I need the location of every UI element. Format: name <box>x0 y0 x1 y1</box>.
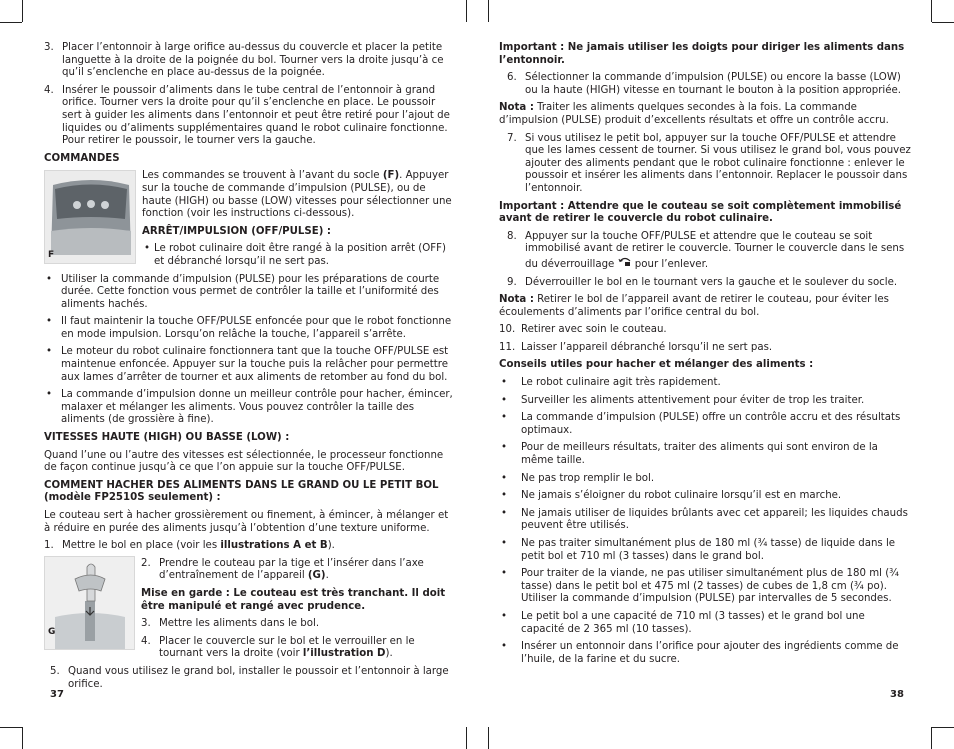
hacher-step-1 <box>44 540 455 553</box>
conseils-heading: Conseils utiles pour hacher et mélanger des aliments : <box>499 359 814 371</box>
heading-line: (modèle FP2510S seulement) : <box>44 492 221 504</box>
step-number: 5. <box>50 665 60 677</box>
step-number: 3. <box>44 42 54 53</box>
crop-mark <box>466 727 467 749</box>
crop-mark <box>931 0 932 22</box>
step-8 <box>507 231 911 272</box>
control-panel-illustration <box>45 171 136 264</box>
step-number: 8. <box>507 230 517 242</box>
left-page <box>44 42 455 696</box>
crop-mark <box>22 727 23 749</box>
step-4 <box>44 85 455 148</box>
hacher-step-3 <box>141 618 455 631</box>
crop-mark <box>0 727 22 728</box>
list-item: • Il faut maintenir la touche OFF/PULSE enfoncée pour que le robot fonctionne en mode impulsion. Lorsqu’on relâche la touche, l’appareil s’arrête. <box>44 316 455 341</box>
step-number: 4. <box>141 635 151 647</box>
text: pour l’enlever. <box>631 258 709 270</box>
list-item: • La commande d’impulsion donne un meilleur contrôle pour hacher, émincer, malaxer et mélanger les aliments. Vous pouvez contrôler la taille des aliments (de grossière à fine). <box>44 389 455 427</box>
list-item: • Insérer un entonnoir dans l’orifice pour ajouter des ingrédients comme de l’huile, de la farine et du sucre. <box>499 641 911 666</box>
crop-mark <box>932 727 954 728</box>
figure-g-blade-insert <box>44 556 135 650</box>
list-item: • Le petit bol a une capacité de 710 ml (3 tasses) et le grand bol une capacité de 2 365 ml (10 tasses). <box>499 611 911 636</box>
step-number: 9. <box>507 276 517 288</box>
list-item: • Ne pas trop remplir le bol. <box>499 473 911 486</box>
step-text: Quand vous utilisez le grand bol, installer le poussoir et l’entonnoir à large orifice. <box>68 665 449 690</box>
hacher-steps-block <box>44 558 455 661</box>
crop-mark <box>0 22 22 23</box>
step-7 <box>507 133 911 196</box>
list-item: • La commande d’impulsion (PULSE) offre un contrôle accru et des résultats optimaux. <box>499 412 911 437</box>
arret-bullet: • Le robot culinaire doit être rangé à la position arrêt (OFF) et débranché lorsqu’il ne sert pas. <box>142 243 455 268</box>
figure-g-label: G <box>48 627 56 638</box>
text: Les commandes se trouvent à l’avant du socle <box>142 170 383 182</box>
pulse-bullets <box>44 274 455 428</box>
nota-label: Nota : <box>499 102 534 114</box>
step-number: 7. <box>507 132 517 144</box>
step-text: Si vous utilisez le petit bol, appuyer sur la touche OFF/PULSE et attendre que les lames cessent de tourner. Si vous utilisez le grand bol, vous pouvez ajouter des aliments pendant que le robot culinaire fonctionne : enlever le poussoir et insérer les aliments dans l’entonnoir. Replacer le poussoir dans l’entonnoir. <box>525 132 911 194</box>
list-item: • Ne jamais utiliser de liquides brûlants avec cet appareil; les liquides chauds peuvent être utilisés. <box>499 508 911 533</box>
step-text: Laisser l’appareil débranché lorsqu’il ne sert pas. <box>521 341 773 353</box>
step-number: 6. <box>507 72 517 84</box>
text: Mettre le bol en place (voir les <box>62 540 221 552</box>
nota-label: Nota : <box>499 294 534 306</box>
figure-ref: l’illustration D <box>302 648 386 660</box>
step-number: 2. <box>141 557 151 569</box>
couteau-text: Le couteau sert à hacher grossièrement ou finement, à émincer, à mélanger et à réduire en purée des aliments jusqu’à l’obtention d’une texture uniforme. <box>44 510 449 534</box>
step-text: Placer l’entonnoir à large orifice au-dessus du couvercle et placer la petite languette à la droite de la poignée du bol. Tourner vers la droite jusqu’à ce qu’il s’enclenche en place au-dessus de la poignée. <box>62 42 444 79</box>
list-item: • Ne pas traiter simultanément plus de 180 ml (¾ tasse) de liquide dans le petit bol et 710 ml (3 tasses) dans le grand bol. <box>499 538 911 563</box>
text: . <box>325 570 329 582</box>
step-text: Insérer le poussoir d’aliments dans le tube central de l’entonnoir à grand orifice. Tourner vers la droite pour qu’il s’enclenche en place. Le poussoir sert à guider les aliments dans l’entonnoir et peut être retiré pour l’ajout de liquides ou d’aliments supplémentaires quand le robot culinaire fonctionne. Pour retirer le poussoir, le tourner vers la gauche. <box>62 84 450 147</box>
text: Prendre le couteau par la tige et l’insérer dans l’axe d’entraînement de l’appareil <box>159 557 424 582</box>
vitesses-text: Quand l’une ou l’autre des vitesses est sélectionnée, le processeur fonctionne de façon continue jusqu’à ce que l’on appuie sur la touche OFF/PULSE. <box>44 449 444 474</box>
list-item: • Pour de meilleurs résultats, traiter des aliments qui sont environ de la même taille. <box>499 442 911 467</box>
commandes-heading: COMMANDES <box>44 152 120 164</box>
list-item: • Utiliser la commande d’impulsion (PULSE) pour les préparations de courte durée. Cette fonction vous permet de contrôler la taille et l’uniformité des aliments hachés. <box>44 274 455 312</box>
crop-mark <box>931 727 932 749</box>
step-number: 3. <box>141 618 151 630</box>
step-text: Mettre les aliments dans le bol. <box>159 618 320 630</box>
step-text: Sélectionner la commande d’impulsion (PULSE) ou encore la basse (LOW) ou la haute (HIGH) vitesse en tournant le bouton à la position appropriée. <box>525 72 902 96</box>
arret-heading: ARRÊT/IMPULSION (OFF/PULSE) : <box>142 225 331 237</box>
text: . Appuyer sur la touche de commande d’impulsion (PULSE), ou de haute (HIGH) ou basse (LOW) vitesses pour sélectionner une fonction (voir les instructions ci-dessous). <box>142 170 452 220</box>
crop-mark <box>488 727 489 749</box>
text: Placer le couvercle sur le bol et le verrouiller en le tournant vers la droite (voir <box>159 635 415 660</box>
page-number-right: 38 <box>890 689 904 700</box>
figure-f-label: F <box>48 249 55 260</box>
crop-mark <box>932 22 954 23</box>
step-text: Déverrouiller le bol en le tournant vers la gauche et le soulever du socle. <box>525 276 898 288</box>
step-number: 4. <box>44 84 54 96</box>
hacher-step-4 <box>141 636 455 661</box>
list-item: • Pour traiter de la viande, ne pas utiliser simultanément plus de 180 ml (¾ tasse) dans le petit bol et 475 ml (2 tasses) de cubes de 1,8 cm (¾ po). Utiliser la commande d’impulsion (PULSE) par intervalles de 5 secondes. <box>499 568 911 606</box>
hacher-heading <box>44 480 455 505</box>
crop-mark <box>488 0 489 22</box>
crop-mark <box>466 0 467 22</box>
hacher-step-2 <box>141 558 455 583</box>
list-item: • Le robot culinaire agit très rapidement. <box>499 377 911 390</box>
important-note-2: Important : Attendre que le couteau se soit complètement immobilisé avant de retirer le couvercle du robot culinaire. <box>499 200 902 225</box>
mise-en-garde: Mise en garde : Le couteau est très tranchant. Il doit être manipulé et rangé avec prudence. <box>141 587 446 612</box>
unlock-icon <box>618 256 632 272</box>
hacher-step-5 <box>50 666 455 691</box>
list-item: • Ne jamais s’éloigner du robot culinaire lorsqu’il est en marche. <box>499 490 911 503</box>
step-9 <box>507 277 911 290</box>
crop-mark <box>22 0 23 22</box>
nota-text: Traiter les aliments quelques secondes à la fois. La commande d’impulsion (PULSE) produit d’excellents résultats et offre un contrôle accru. <box>499 102 889 126</box>
blade-illustration <box>45 557 135 650</box>
commandes-text <box>142 170 455 220</box>
vitesses-heading: VITESSES HAUTE (HIGH) OU BASSE (LOW) : <box>44 432 290 444</box>
step-3 <box>44 42 455 80</box>
list-item: • Surveiller les aliments attentivement pour éviter de trop les traiter. <box>499 395 911 408</box>
commandes-block <box>44 170 455 268</box>
figure-ref: illustrations A et B <box>220 540 328 552</box>
heading-line: COMMENT HACHER DES ALIMENTS DANS LE GRAND OU LE PETIT BOL <box>44 479 439 491</box>
step-6 <box>507 72 911 97</box>
figure-f-control-panel <box>44 170 136 264</box>
step-number: 1. <box>44 540 54 552</box>
nota-text: Retirer le bol de l’appareil avant de retirer le couteau, pour éviter les écoulements d’aliments par l’orifice central du bol. <box>499 294 889 318</box>
nota-2 <box>499 294 911 319</box>
nota-1 <box>499 102 911 127</box>
text: ). <box>327 540 335 552</box>
step-text: Retirer avec soin le couteau. <box>521 324 667 336</box>
step-11 <box>499 342 911 355</box>
text: Appuyer sur la touche OFF/PULSE et attendre que le couteau se soit immobilisé avant de retirer le couvercle. Tourner le couvercle dans le sens du déverrouillage <box>525 230 905 270</box>
text: ). <box>385 648 393 660</box>
step-10 <box>499 324 911 337</box>
right-page <box>499 42 911 671</box>
important-note-1: Important : Ne jamais utiliser les doigts pour diriger les aliments dans l’entonnoir. <box>499 42 905 66</box>
list-item: • Le moteur du robot culinaire fonctionnera tant que la touche OFF/PULSE est maintenue enfoncée. Appuyer sur la touche puis la relâcher pour permettre aux lames d’arrêter de tourner et aux aliments de retomber au fond du bol. <box>44 346 455 384</box>
figure-ref: (F) <box>382 170 400 182</box>
step-number: 11. <box>499 341 516 353</box>
step-number: 10. <box>499 324 516 336</box>
page-number-left: 37 <box>50 689 64 700</box>
figure-ref: (G) <box>307 570 326 582</box>
tips-list <box>499 377 911 666</box>
